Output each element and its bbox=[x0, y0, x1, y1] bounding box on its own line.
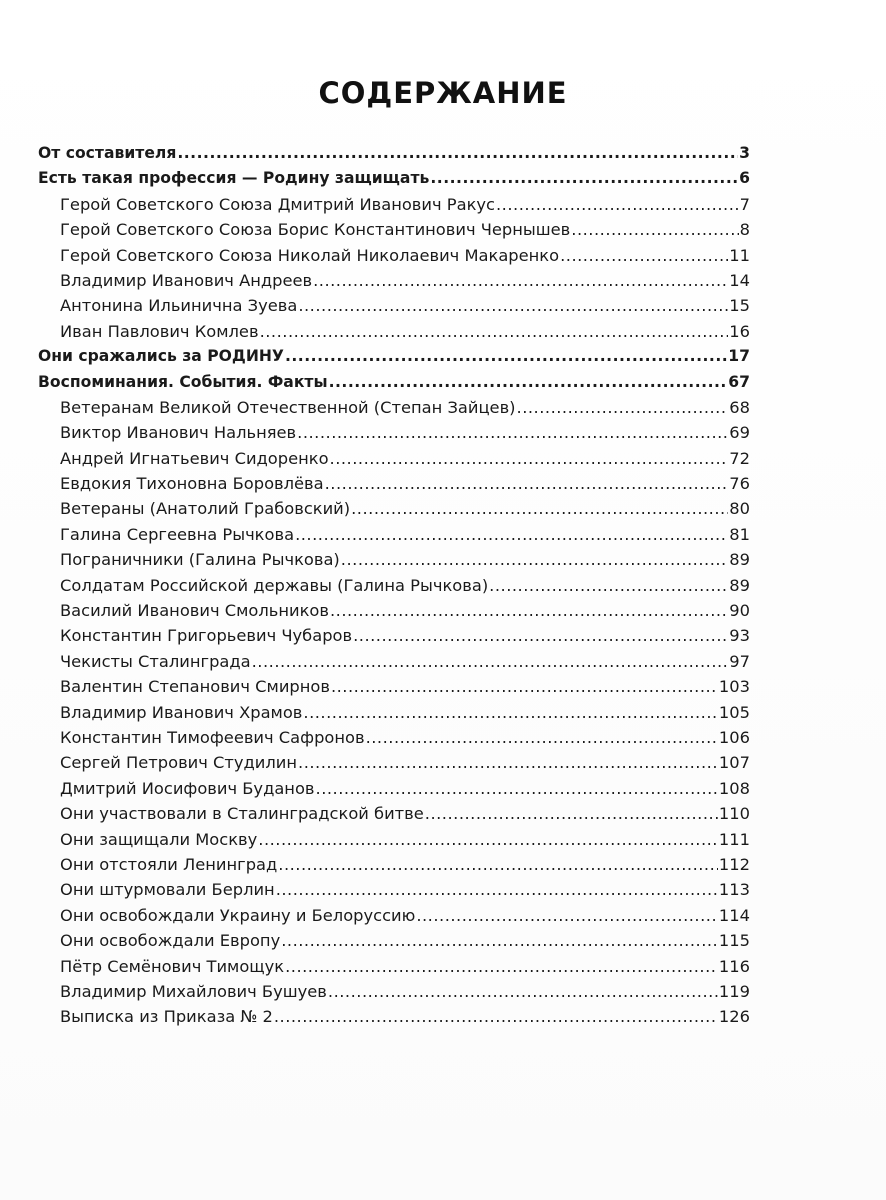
dot-leader bbox=[331, 674, 718, 699]
toc-entry-title: Дмитрий Иосифович Буданов bbox=[60, 778, 315, 798]
page-title: СОДЕРЖАНИЕ bbox=[318, 76, 568, 110]
toc-entry-title: Они защищали Москву bbox=[60, 829, 258, 849]
toc-page-number: 106 bbox=[718, 727, 750, 747]
toc-section-entry bbox=[38, 344, 750, 369]
toc-page-number: 16 bbox=[729, 321, 750, 341]
dot-leader bbox=[285, 954, 718, 979]
dot-leader bbox=[496, 192, 739, 217]
toc-page-number: 69 bbox=[729, 423, 750, 443]
dot-leader bbox=[298, 293, 728, 318]
toc-entry bbox=[38, 928, 750, 953]
toc-entry bbox=[38, 522, 750, 547]
toc-entry bbox=[38, 446, 750, 471]
toc-entry bbox=[38, 598, 750, 623]
toc-page-number: 107 bbox=[718, 753, 750, 773]
toc-entry bbox=[38, 243, 750, 268]
dot-leader bbox=[366, 725, 718, 750]
toc-entry-title: Чекисты Сталинграда bbox=[60, 651, 251, 671]
dot-leader bbox=[252, 649, 729, 674]
toc-entry-title: Пограничники (Галина Рычкова) bbox=[60, 550, 340, 570]
toc-entry-title: Ветераны (Анатолий Грабовский) bbox=[60, 499, 351, 519]
toc-page-number: 114 bbox=[718, 905, 750, 925]
toc-page-number: 90 bbox=[729, 601, 750, 621]
toc-page-number: 68 bbox=[729, 397, 750, 417]
toc-entry bbox=[38, 293, 750, 318]
toc-entry-title: Евдокия Тихоновна Боровлёва bbox=[60, 474, 324, 494]
toc-page-number: 80 bbox=[729, 499, 750, 519]
toc-entry-title: Сергей Петрович Студилин bbox=[60, 753, 298, 773]
toc-entry bbox=[38, 700, 750, 725]
toc-entry-title: Солдатам Российской державы (Галина Рычкова) bbox=[60, 575, 489, 595]
dot-leader bbox=[297, 420, 728, 445]
toc-entry bbox=[38, 649, 750, 674]
toc-entry-title: Пётр Семёнович Тимощук bbox=[60, 956, 285, 976]
toc-entry bbox=[38, 776, 750, 801]
toc-page-number: 111 bbox=[718, 829, 750, 849]
table-of-contents bbox=[38, 141, 750, 1030]
toc-page-number: 17 bbox=[728, 347, 750, 366]
toc-page-number: 15 bbox=[729, 296, 750, 316]
toc-entry-title: Воспоминания. События. Факты bbox=[38, 372, 328, 391]
toc-entry-title: Они штурмовали Берлин bbox=[60, 880, 275, 900]
toc-entry-title: Герой Советского Союза Дмитрий Иванович Ракус bbox=[60, 194, 495, 214]
toc-section-entry bbox=[38, 166, 750, 191]
dot-leader bbox=[416, 903, 718, 928]
toc-page-number: 7 bbox=[739, 194, 750, 214]
toc-page-number: 89 bbox=[729, 575, 750, 595]
dot-leader bbox=[177, 141, 738, 166]
toc-entry-title: Галина Сергеевна Рычкова bbox=[60, 524, 295, 544]
toc-entry-title: Василий Иванович Смольников bbox=[60, 601, 329, 621]
toc-entry bbox=[38, 471, 750, 496]
toc-page-number: 112 bbox=[718, 854, 750, 874]
toc-entry-title: Иван Павлович Комлев bbox=[60, 321, 259, 341]
dot-leader bbox=[330, 598, 728, 623]
dot-leader bbox=[313, 268, 728, 293]
toc-page-number: 11 bbox=[729, 245, 750, 265]
toc-page-number: 3 bbox=[739, 144, 750, 162]
toc-entry-title: Они освобождали Украину и Белоруссию bbox=[60, 905, 416, 925]
toc-entry-title: Выписка из Приказа № 2 bbox=[60, 1007, 273, 1027]
dot-leader bbox=[425, 801, 718, 826]
toc-page-number: 72 bbox=[729, 448, 750, 468]
dot-leader bbox=[328, 979, 718, 1004]
dot-leader bbox=[571, 217, 738, 242]
toc-entry bbox=[38, 801, 750, 826]
dot-leader bbox=[330, 446, 729, 471]
toc-entry-title: Ветеранам Великой Отечественной (Степан Зайцев) bbox=[60, 397, 516, 417]
dot-leader bbox=[329, 370, 728, 395]
toc-entry-title: Владимир Михайлович Бушуев bbox=[60, 981, 327, 1001]
toc-entry bbox=[38, 217, 750, 242]
toc-page-number: 116 bbox=[718, 956, 750, 976]
toc-page-number: 67 bbox=[728, 372, 750, 391]
toc-entry-title: Они освобождали Европу bbox=[60, 931, 281, 951]
toc-entry-title: От составителя bbox=[38, 144, 177, 162]
dot-leader bbox=[281, 928, 718, 953]
dot-leader bbox=[278, 852, 718, 877]
toc-entry bbox=[38, 420, 750, 445]
dot-leader bbox=[517, 395, 729, 420]
toc-entry bbox=[38, 1004, 750, 1029]
toc-section-entry bbox=[38, 141, 750, 166]
toc-entry bbox=[38, 877, 750, 902]
dot-leader bbox=[260, 319, 729, 344]
toc-page-number: 76 bbox=[729, 474, 750, 494]
toc-page-number: 105 bbox=[718, 702, 750, 722]
toc-page-number: 108 bbox=[718, 778, 750, 798]
toc-page-number: 81 bbox=[729, 524, 750, 544]
toc-page-number: 97 bbox=[729, 651, 750, 671]
toc-entry-title: Виктор Иванович Нальняев bbox=[60, 423, 297, 443]
toc-entry-title: Есть такая профессия — Родину защищать bbox=[38, 169, 430, 188]
toc-entry-title: Константин Григорьевич Чубаров bbox=[60, 626, 353, 646]
toc-page-number: 113 bbox=[718, 880, 750, 900]
toc-page-number: 103 bbox=[718, 677, 750, 697]
toc-page-number: 115 bbox=[718, 931, 750, 951]
toc-entry-title: Они сражались за РОДИНУ bbox=[38, 347, 284, 366]
dot-leader bbox=[276, 877, 718, 902]
toc-entry bbox=[38, 395, 750, 420]
toc-entry-title: Герой Советского Союза Борис Константинович Чернышев bbox=[60, 220, 571, 240]
toc-entry bbox=[38, 852, 750, 877]
toc-entry-title: Константин Тимофеевич Сафронов bbox=[60, 727, 365, 747]
dot-leader bbox=[316, 776, 718, 801]
dot-leader bbox=[430, 166, 738, 191]
toc-entry bbox=[38, 954, 750, 979]
toc-page-number: 119 bbox=[718, 981, 750, 1001]
toc-entry bbox=[38, 496, 750, 521]
toc-page-number: 126 bbox=[718, 1007, 750, 1027]
toc-page-number: 6 bbox=[739, 169, 750, 188]
dot-leader bbox=[341, 547, 728, 572]
dot-leader bbox=[285, 344, 727, 369]
dot-leader bbox=[353, 623, 728, 648]
toc-entry bbox=[38, 750, 750, 775]
dot-leader bbox=[560, 243, 728, 268]
toc-entry-title: Они участвовали в Сталинградской битве bbox=[60, 804, 424, 824]
dot-leader bbox=[274, 1004, 718, 1029]
dot-leader bbox=[303, 700, 718, 725]
dot-leader bbox=[325, 471, 729, 496]
toc-entry bbox=[38, 623, 750, 648]
toc-entry bbox=[38, 979, 750, 1004]
toc-page-number: 89 bbox=[729, 550, 750, 570]
toc-entry bbox=[38, 547, 750, 572]
toc-entry-title: Они отстояли Ленинград bbox=[60, 854, 278, 874]
toc-page-number: 110 bbox=[718, 804, 750, 824]
toc-entry bbox=[38, 268, 750, 293]
toc-entry bbox=[38, 827, 750, 852]
toc-entry bbox=[38, 725, 750, 750]
toc-entry-title: Антонина Ильинична Зуева bbox=[60, 296, 298, 316]
toc-entry-title: Андрей Игнатьевич Сидоренко bbox=[60, 448, 329, 468]
toc-page-number: 93 bbox=[729, 626, 750, 646]
dot-leader bbox=[489, 573, 728, 598]
dot-leader bbox=[295, 522, 728, 547]
toc-entry bbox=[38, 674, 750, 699]
toc-entry bbox=[38, 903, 750, 928]
toc-page-number: 8 bbox=[739, 220, 750, 240]
toc-page-number: 14 bbox=[729, 270, 750, 290]
dot-leader bbox=[351, 496, 728, 521]
toc-section-entry bbox=[38, 370, 750, 395]
dot-leader bbox=[258, 827, 718, 852]
toc-entry-title: Владимир Иванович Андреев bbox=[60, 270, 313, 290]
dot-leader bbox=[298, 750, 718, 775]
toc-entry-title: Валентин Степанович Смирнов bbox=[60, 677, 330, 697]
toc-entry-title: Владимир Иванович Храмов bbox=[60, 702, 303, 722]
toc-entry bbox=[38, 319, 750, 344]
toc-entry bbox=[38, 192, 750, 217]
toc-entry bbox=[38, 573, 750, 598]
toc-entry-title: Герой Советского Союза Николай Николаевич Макаренко bbox=[60, 245, 560, 265]
